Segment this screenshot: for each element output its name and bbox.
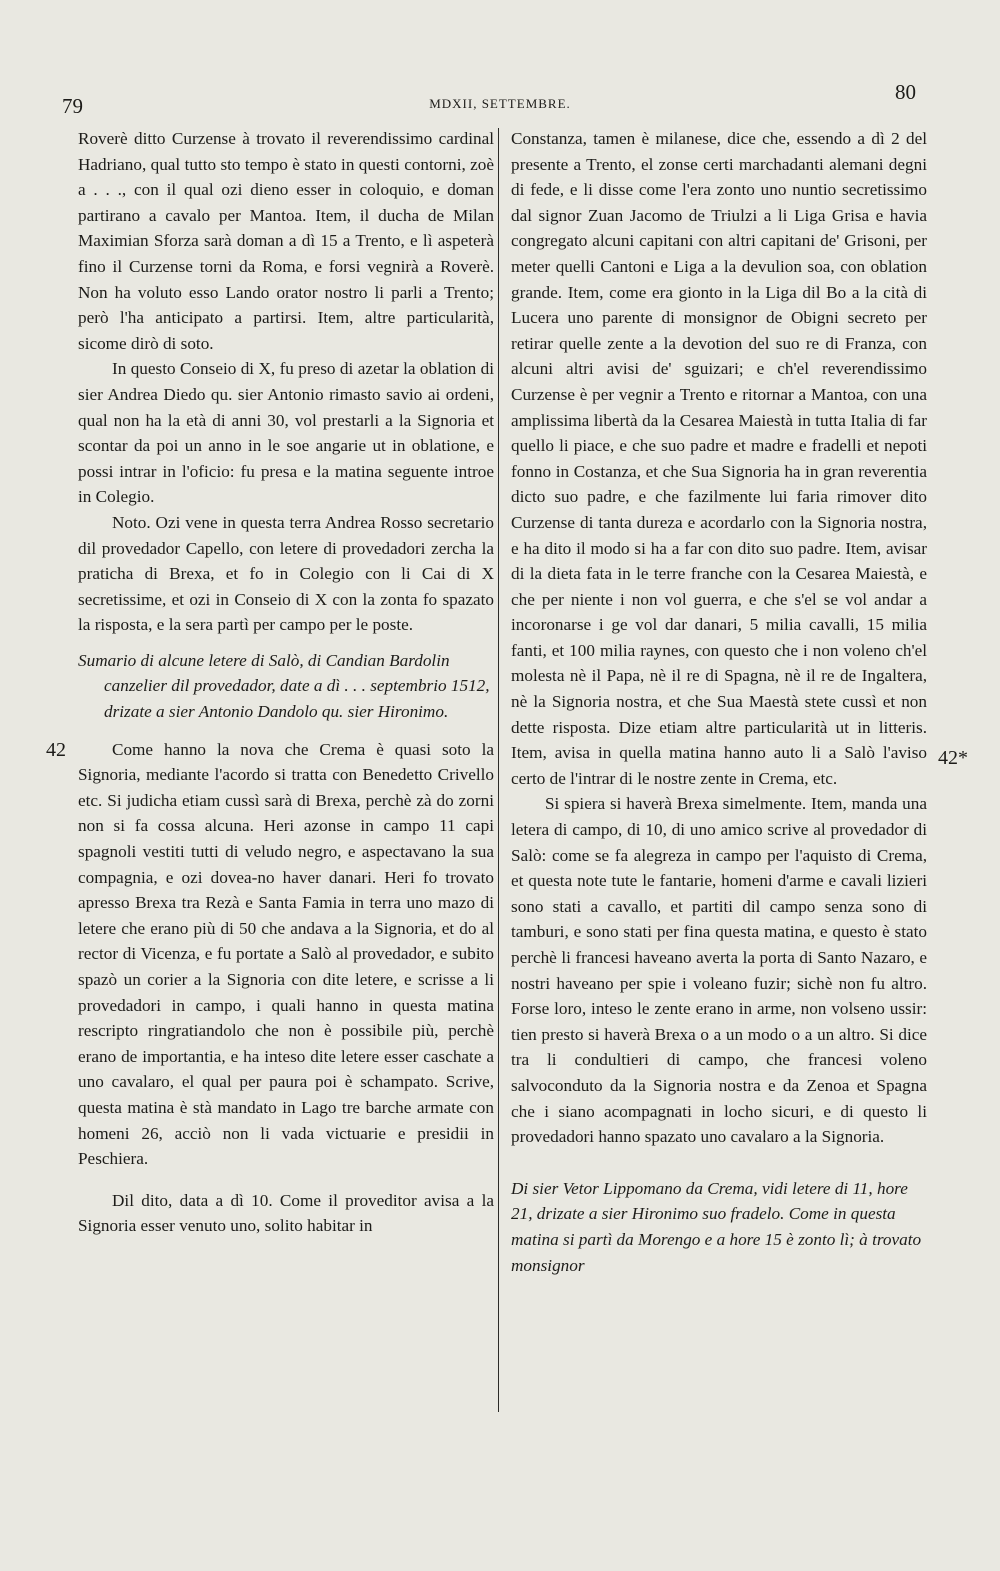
right-page-number: 80 [895,80,916,104]
spacer [511,1150,927,1166]
paragraph: Roverè ditto Curzense à trovato il reverendissimo cardinal Hadriano, qual tutto sto tempo è stato in questi contorni, zoè a . . ., con il qual ozi dieno esser in coloquio, e doman partirano a cavalo per Mantoa. Item, il ducha de Milan Maximian Sforza sarà doman a dì 15 a Trento, e lì aspeterà fino il Curzense torni da Roma, e forsi vegnirà a Roverè. Non ha voluto esso Lando orator nostro li parli a Trento; però l'ha anticipato a partirsi. Item, altre particularità, sicome dirò di soto. [78,129,494,353]
paragraph: Come hanno la nova che Crema è quasi soto la Signoria, mediante l'acordo si tratta con Benedetto Crivello etc. Si judicha etiam cussì sarà di Brexa, perchè zà do zorni non si fa cossa alcuna. Heri azonse in campo 11 capi spagnoli vestiti tutti di veludo negro, e aspectavano la sua compagnia, e ozi dovea-no haver danari. Heri fo trovato apresso Brexa tra Rezà e Santa Famia in terra uno mazo di letere che erano più di 50 che andava a la Signoria, et do al rector di Vicenza, e fu portate a Salò al provedador, e subito spazò un corier a la Signoria con dite letere, e scrisse a li provedadori in campo, i quali hanno in questa matina rescripto ringratiandolo che non è possibile più, perchè erano de importantia, e ha inteso dite letere esser caschate a uno cavalaro, el qual per paura poi è schampato. Scrive, questa matina è stà mandato in Lago tre barche armate con homeni 26, acciò non li vada victuarie e presidii in Peschiera. [78,739,494,1169]
paragraph: In questo Conseio di X, fu preso di azetar la oblation di sier Andrea Diedo qu. sier Antonio rimasto savio ai ordeni, qual non ha la età di anni 30, vol prestarli a la Signoria et scontar da poi un anno in le soe angarie ut in oblatione, e possi intrar in l'oficio: fu presa e la matina seguente introe in Colegio. [78,359,494,507]
right-column [511,126,927,1290]
margin-number-left: 42 [46,739,66,761]
margin-number-right: 42* [938,747,968,769]
paragraph: Si spiera si haverà Brexa simelmente. Item, manda una letera di campo, di 10, di uno amico scrive al provedador di Salò: come se fa alegreza in campo per l'aquisto di Crema, et questa note tute le fantarie, homeni d'arme e cavali lizieri sono stati a cavallo, et partiti dil campo senza sono di tamburi, e sono stati per fina questa matina, e questo è stato perchè li francesi haveano averta la porta di Santo Nazaro, e nostri haveano per spie i voleano fuzir; sichè non fu altro. Forse loro, inteso le zente erano in arme, non volseno ussir: tien presto si haverà Brexa o a un modo o a un altro. Si dice tra li condultieri di campo, che francesi voleno salvoconduto da la Signoria nostra e da Zenoa et Spagna che i siano acompagnati in locho sicuri, e di questo li provedadori hanno spazato uno cavalaro a la Signoria. [511,794,927,1147]
section-heading: Di sier Vetor Lippomano da Crema, vidi letere di 11, hore 21, drizate a sier Hironimo suo fradelo. Come in questa matina si partì da Morengo e a hore 15 è zonto lì; à trovato monsignor [511,1178,922,1275]
section-heading: Sumario di alcune letere di Salò, di Candian Bardolin canzelier dil provedador, date a dì . . . septembrio 1512, drizate a sier Antonio Dandolo qu. sier Hironimo. [78,650,490,722]
paragraph: Dil dito, data a dì 10. Come il proveditor avisa a la Signoria esser venuto uno, solito habitar in [78,1190,494,1236]
column-divider [498,128,499,1412]
left-column [78,126,494,1239]
paragraph: Noto. Ozi vene in questa terra Andrea Rosso secretario dil provedador Capello, con letere di provedadori zercha la praticha di Brexa, et fo in Colegio con li Cai di X secretissime, et ozi in Conseio di X con la zonta fo spazato la risposta, e la sera partì per campo per le poste. [78,512,494,635]
running-head: MDXII, SETTEMBRE. [429,96,571,111]
left-page-number: 79 [62,94,83,118]
paragraph: Constanza, tamen è milanese, dice che, essendo a dì 2 del presente a Trento, el zonse certi marchadanti alemani degni di fede, e li disse come l'era zonto uno nuntio secretissimo dal signor Zuan Jacomo de Triulzi a li Liga Grisa e havia congregato alcuni capitani con altri capitani de' Grisoni, per meter quelli Cantoni e Liga a la devulion soa, con oblation grande. Item, come era gionto in la Liga dil Bo a la cità di Lucera uno parente di monsignor de Obigni secreto per retirar quelle zente a la devotion del suo re di Franza, con alcuni altri avisi de' sguizari; e ch'el reverendissimo Curzense è per vegnir a Trento e ritornar a Mantoa, con una amplissima libertà da la Cesarea Maiestà in tutta Italia di far quello li piace, e che suo padre et madre e fradelli et nepoti fonno in Costanza, et che Sua Signoria ha in gran reverentia dicto suo padre, e che fazilmente lui faria rimover dito Curzense di tanta dureza e acordarlo con la Signoria nostra, e ha dito il modo si ha a far con dito suo padre. Item, avisar di la dieta fata in le terre franche con la Cesarea Maiestà, e che per niente i non vol guerra, e che s'el se vol andar a incoronarse i ge vol dar danari, 5 milia cavalli, 15 milia fanti, et 100 milia raynes, con questo che i non voleno ch'el molesta nè il Papa, nè il re di Spagna, nè il re de Ingaltera, nè la Signoria nostra, et che Sua Maestà stete cussì et non dette risposta. Dize etiam altre particularità ut in litteris. Item, avisa in quella matina hanno auto li a Salò l'aviso certo de l'intrar di le nostre zente in Crema, etc. [511,129,927,788]
spacer [78,1172,494,1188]
